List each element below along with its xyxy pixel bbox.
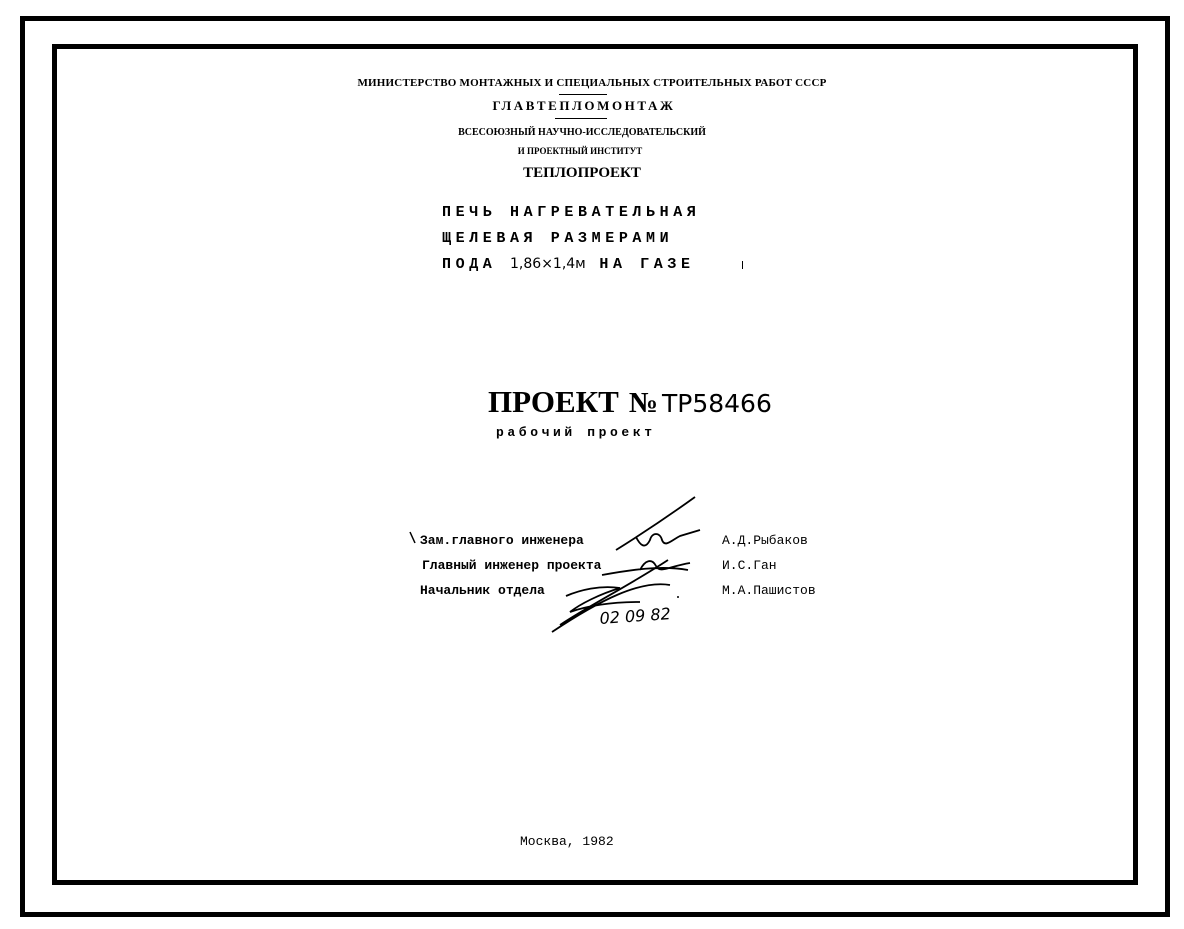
number-sign: № [628, 387, 658, 419]
role-department-head: Начальник отдела [420, 583, 545, 598]
ministry-name: МИНИСТЕРСТВО МОНТАЖНЫХ И СПЕЦИАЛЬНЫХ СТРОИТЕЛЬНЫХ РАБОТ СССР [357, 77, 827, 89]
institute-line2: И ПРОЕКТНЫЙ ИНСТИТУТ [517, 146, 643, 156]
subject-line3-prefix: ПОДА [442, 256, 497, 273]
institute-name: ТЕПЛОПРОЕКТ [523, 165, 641, 181]
project-stage: рабочий проект [496, 425, 656, 440]
institute-line1: ВСЕСОЮЗНЫЙ НАУЧНО-ИССЛЕДОВАТЕЛЬСКИЙ [458, 127, 706, 138]
subject-dimensions: 1,86×1,4м [510, 256, 586, 272]
role-chief-project-engineer: Главный инженер проекта [422, 558, 602, 573]
signature-date: 02 09 82 [598, 604, 672, 628]
project-label: ПРОЕКТ [488, 384, 619, 419]
role-deputy-chief-engineer: Зам.главного инженера [420, 533, 584, 548]
name-rybakov: А.Д.Рыбаков [722, 533, 808, 548]
signature-rybakov [616, 497, 700, 550]
subject-line3-suffix: НА ГАЗЕ [599, 256, 695, 273]
subject-line1: ПЕЧЬ НАГРЕВАТЕЛЬНАЯ [442, 204, 701, 221]
name-gan: И.С.Ган [722, 558, 777, 573]
subject-line2: ЩЕЛЕВАЯ РАЗМЕРАМИ [442, 230, 674, 247]
project-code: ТР58466 [661, 389, 772, 418]
name-pashistov: М.А.Пашистов [722, 583, 816, 598]
department-name: ГЛАВТЕПЛОМОНТАЖ [492, 98, 676, 113]
city-year: Москва, 1982 [520, 834, 614, 849]
